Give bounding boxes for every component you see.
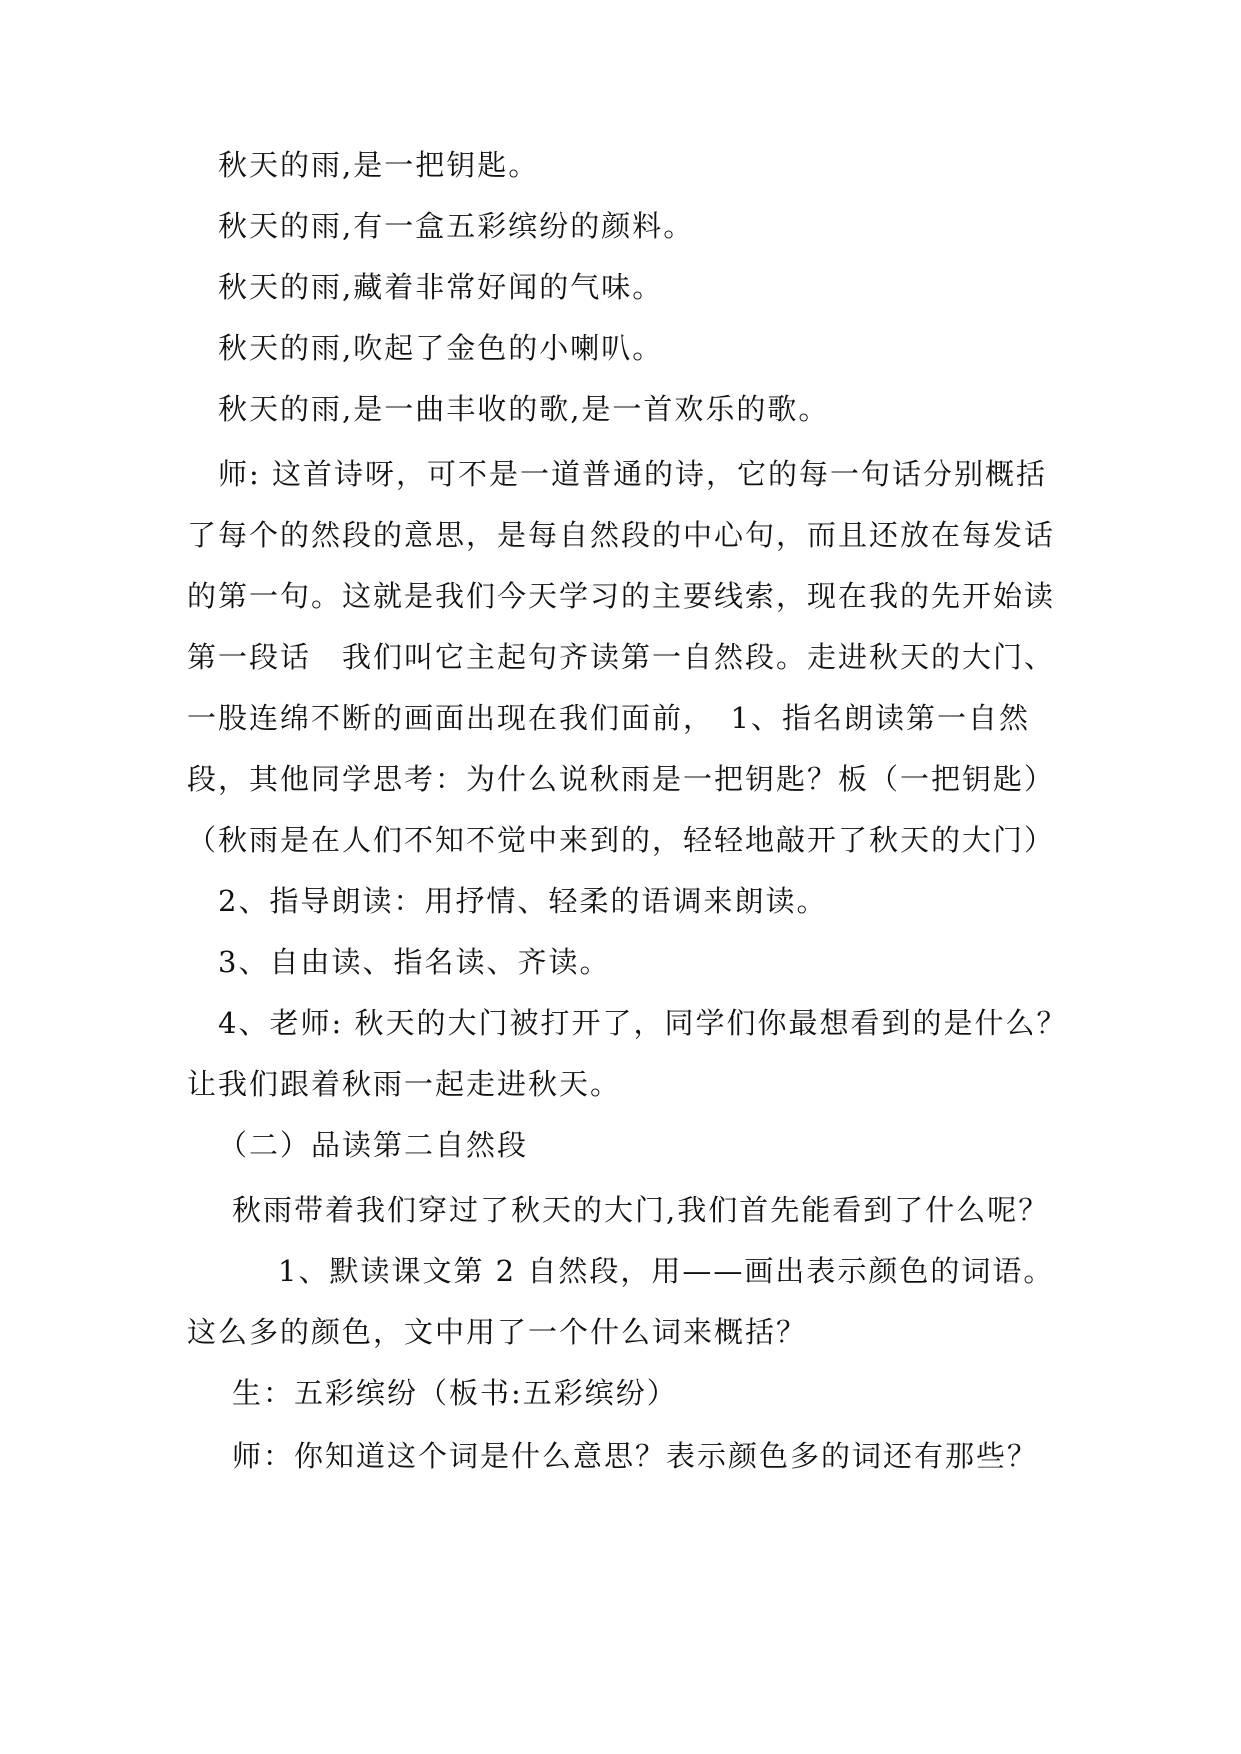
text-line: 2、指导朗读：用抒情、轻柔的语调来朗读。 — [218, 884, 828, 918]
text-line: 让我们跟着秋雨一起走进秋天。 — [187, 1067, 622, 1101]
text-line: 的第一句。这就是我们今天学习的主要线索，现在我的先开始读 — [187, 579, 1056, 613]
text-line: 秋天的雨,藏着非常好闻的气味。 — [218, 270, 664, 304]
text-line: 这么多的颜色，文中用了一个什么词来概括？ — [187, 1315, 808, 1349]
text-line: 师：你知道这个词是什么意思？表示颜色多的词还有那些？ — [232, 1439, 1039, 1473]
text-line: 师: 这首诗呀，可不是一道普通的诗，它的每一句话分别概括 — [218, 457, 1047, 491]
section-heading: （二）品读第二自然段 — [218, 1128, 529, 1162]
text-line: 秋天的雨,吹起了金色的小喇叭。 — [218, 331, 664, 365]
text-line: 4、老师: 秋天的大门被打开了，同学们你最想看到的是什么？ — [218, 1006, 1068, 1040]
text-line: （秋雨是在人们不知不觉中来到的，轻轻地敲开了秋天的大门） — [187, 823, 1056, 857]
text-line: 第一段话 我们叫它主起句齐读第一自然段。走进秋天的大门、 — [187, 640, 1056, 674]
text-line: 1、默读课文第 2 自然段，用——画出表示颜色的词语。 — [278, 1254, 1055, 1288]
text-line: 秋雨带着我们穿过了秋天的大门,我们首先能看到了什么呢？ — [232, 1193, 1050, 1227]
text-line: 一股连绵不断的画面出现在我们面前， 1、指名朗读第一自然 — [187, 701, 1030, 735]
text-line: 秋天的雨,是一曲丰收的歌,是一首欢乐的歌。 — [218, 392, 830, 426]
text-line: 生：五彩缤纷（板书:五彩缤纷） — [232, 1376, 678, 1410]
text-line: 段，其他同学思考：为什么说秋雨是一把钥匙？板（一把钥匙） — [187, 762, 1056, 796]
text-line: 秋天的雨,是一把钥匙。 — [218, 148, 540, 182]
text-line: 3、自由读、指名读、齐读。 — [218, 945, 611, 979]
text-line: 秋天的雨,有一盒五彩缤纷的颜料。 — [218, 209, 695, 243]
text-line: 了每个的然段的意思，是每自然段的中心句，而且还放在每发话 — [187, 518, 1056, 552]
